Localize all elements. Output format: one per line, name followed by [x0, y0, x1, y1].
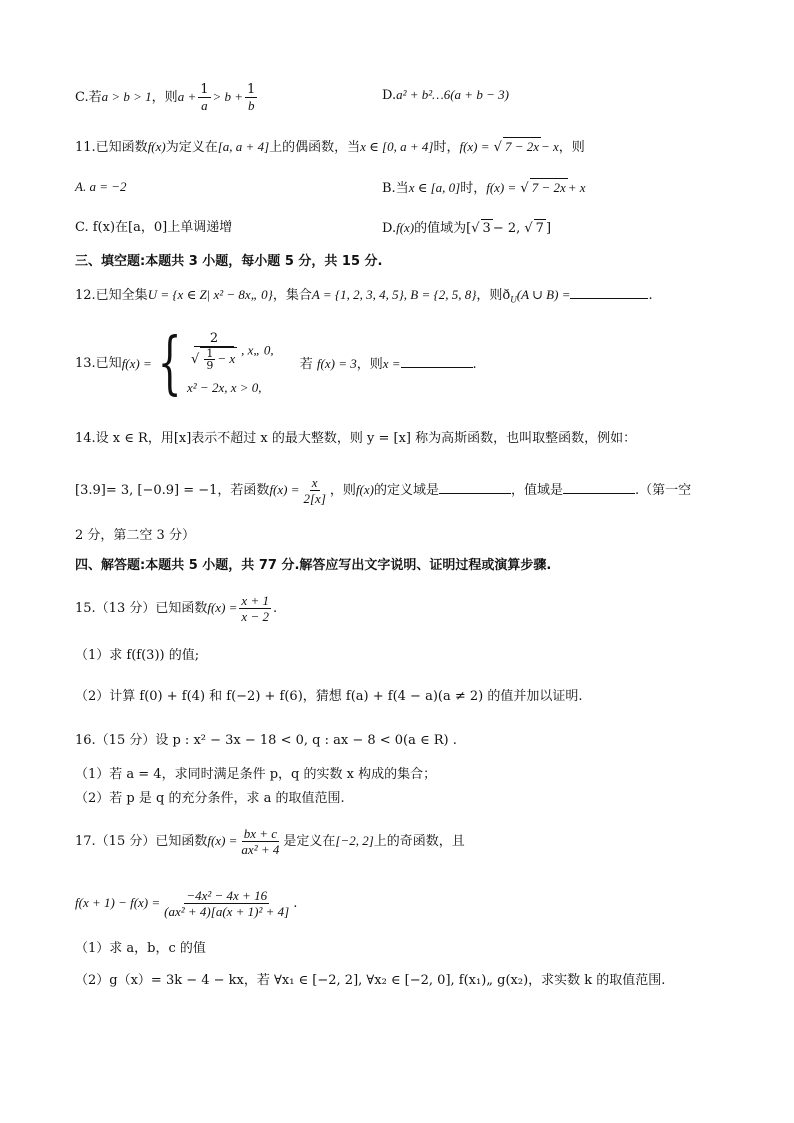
math: − x: [541, 139, 559, 154]
text: 时，: [460, 181, 487, 196]
question-16-part-1: （1）若 a = 4，求同时满足条件 p，q 的实数 x 构成的集合；: [75, 767, 437, 782]
question-16-part-2: （2）若 p 是 q 的充分条件，求 a 的取值范围.: [75, 791, 345, 806]
option-text: C. f(x)在[a，0]上单调递增: [75, 220, 233, 235]
math: [−2, 2]: [335, 833, 374, 848]
denominator: 2[x]: [303, 491, 326, 506]
option-10d: [382, 86, 509, 105]
fraction: [302, 475, 328, 506]
math: f(x): [147, 139, 166, 154]
option-text: A. a = −2: [75, 179, 127, 194]
text: 时，: [433, 140, 460, 155]
text: 的值域为: [414, 221, 467, 236]
math: f(x + 1) − f(x) =: [75, 895, 161, 910]
denominator: x − 2: [241, 609, 269, 624]
option-label: D.: [382, 88, 397, 103]
bracket: [: [466, 221, 472, 236]
option-11d: D.f(x)的值域为[√ 3 − 2, √ 7 ]: [382, 220, 552, 236]
text: ，则: [329, 483, 356, 498]
text: 12.已知全集: [75, 288, 148, 303]
question-15-part-1: （1）求 f(f(3)) 的值;: [75, 648, 200, 663]
text: 15.（13 分）已知函数: [75, 601, 208, 616]
question-17-equation: [75, 888, 297, 919]
radicand: 7 − 2x: [531, 180, 566, 195]
math: f(x) =: [121, 356, 152, 371]
radicand: 7: [535, 221, 544, 236]
question-15-part-2: （2）计算 f(0) + f(4) 和 f(−2) + f(6)，猜想 f(a) + f(4 − a)(a ≠ 2) 的值并加以证明.: [75, 689, 583, 704]
complement-symbol: ð: [502, 288, 511, 303]
question-13: [75, 324, 477, 403]
numerator: 1: [206, 347, 214, 360]
text: B.当: [382, 181, 409, 196]
question-14-line1: 14.设 x ∈ R，用[x]表示不超过 x 的最大整数，则 y = [x] 称为高斯函数，也叫取整函数，例如：: [75, 431, 637, 446]
text: .: [472, 356, 477, 372]
option-10c: [75, 82, 259, 113]
answer-blank: [401, 355, 473, 368]
text: 11.已知函数: [75, 140, 148, 155]
text: 的定义域是: [373, 483, 439, 498]
math: − 2,: [492, 221, 521, 236]
text: 上的奇函数，且: [373, 834, 465, 849]
numerator: bx + c: [243, 826, 278, 841]
math: − x: [217, 351, 236, 366]
radicand: 7 − 2x: [504, 139, 539, 154]
fraction-1-over-b: [245, 82, 257, 113]
option-11c: [75, 219, 232, 237]
fraction-1-over-a: [198, 82, 210, 113]
then-text: ，则: [151, 90, 178, 105]
math: f(x) = 3: [316, 355, 357, 371]
expression: a² + b²…6(a + b − 3): [396, 87, 509, 102]
case-2: x² − 2x, x > 0,: [187, 380, 262, 395]
numerator: 1: [247, 82, 256, 97]
fraction: [239, 826, 281, 857]
fraction: [189, 331, 239, 371]
option-label: C.若: [75, 90, 102, 105]
compare-term: > b +: [212, 89, 244, 104]
text: 若: [299, 356, 313, 372]
text: ，集合: [272, 288, 312, 303]
denominator: √ $\frac{1}{9}$ − x: [191, 347, 236, 372]
radicand: [200, 347, 237, 371]
text: ，若函数: [217, 483, 270, 498]
answer-blank: [570, 286, 648, 299]
math: x =: [382, 355, 401, 371]
piecewise-cases: [187, 331, 274, 397]
text: 是定义在: [283, 834, 336, 849]
math: f(x) =: [486, 180, 517, 195]
question-11: 11.已知函数f(x)为定义在[a, a + 4]上的偶函数，当x ∈ [0, a + 4]时，f(x) = √ 7 − 2x − x，则: [75, 139, 585, 155]
option-11a: [75, 178, 127, 197]
text: 为定义在: [165, 140, 218, 155]
denominator: b: [247, 98, 255, 113]
text: ，则: [356, 356, 383, 372]
denominator: 9: [206, 359, 214, 372]
condition: a > b > 1: [101, 89, 152, 104]
question-14-line3: 2 分，第二空 3 分）: [75, 528, 195, 543]
math: [a, a + 4]: [217, 139, 270, 154]
q13-tail: [300, 357, 477, 372]
question-16: 16.（15 分）设 p : x² − 3x − 18 < 0, q : ax − 8 < 0(a ∈ R) .: [75, 733, 457, 748]
math: + x: [567, 180, 586, 195]
math: [3.9]= 3, [−0.9] = −1: [75, 483, 218, 498]
question-15: [75, 593, 277, 624]
numerator: x + 1: [241, 593, 269, 608]
text: .: [648, 288, 653, 303]
math: , x„ 0,: [241, 342, 274, 358]
numerator: −4x² − 4x + 16: [186, 888, 268, 903]
case-1: [187, 331, 274, 371]
fraction-1-9: [204, 348, 215, 371]
text: 13.已知: [75, 356, 122, 371]
section-3-heading: 三、填空题:本题共 3 小题，每小题 5 分，共 15 分.: [75, 254, 383, 269]
text: .: [272, 601, 278, 616]
question-12: [75, 286, 653, 305]
numerator: x: [311, 475, 318, 490]
text: 17.（15 分）已知函数: [75, 834, 208, 849]
text: 上的偶函数，当: [269, 140, 361, 155]
question-17: [75, 826, 465, 857]
math: x ∈ [a, 0]: [408, 180, 461, 195]
math: f(x): [396, 220, 415, 235]
piecewise-brace: {: [157, 324, 182, 403]
numerator: 2: [194, 331, 234, 347]
bracket: ]: [545, 221, 552, 236]
math: f(x): [355, 482, 374, 497]
fraction: [239, 593, 271, 624]
fraction: [162, 888, 291, 919]
math: A = {1, 2, 3, 4, 5}, B = {2, 5, 8}: [311, 287, 477, 302]
question-14-line2: [75, 475, 691, 506]
section-4-heading: 四、解答题:本题共 5 小题，共 77 分.解答应写出文字说明、证明过程或演算步骤.: [75, 558, 552, 573]
answer-blank-1: [439, 481, 511, 494]
question-17-part-1: （1）求 a，b，c 的值: [75, 941, 206, 956]
math: f(x) =: [269, 482, 300, 497]
text: .: [293, 896, 298, 911]
question-17-part-2: （2）g（x）= 3k − 4 − kx，若 ∀x₁ ∈ [−2, 2], ∀x₂ ∈ [−2, 0], f(x₁)„ g(x₂)，求实数 k 的取值范围.: [75, 973, 666, 988]
text: D.: [382, 221, 397, 236]
text: ，则: [558, 140, 585, 155]
denominator: a: [201, 98, 208, 113]
math: U = {x ∈ Z| x² − 8x„ 0}: [147, 287, 273, 302]
subscript: U: [510, 294, 517, 305]
math: f(x) =: [459, 139, 490, 154]
denominator: ax² + 4: [241, 842, 280, 857]
answer-blank-2: [563, 481, 635, 494]
math: (A ∪ B) =: [516, 287, 571, 302]
text: .（第一空: [634, 483, 692, 498]
math: x ∈ [0, a + 4]: [360, 139, 434, 154]
math: f(x) =: [207, 833, 238, 848]
radicand: 3: [482, 221, 491, 236]
text: ，则: [476, 288, 503, 303]
denominator: (ax² + 4)[a(x + 1)² + 4]: [164, 904, 290, 919]
math: f(x) =: [207, 600, 238, 615]
option-11b: B.当x ∈ [a, 0]时，f(x) = √ 7 − 2x + x: [382, 180, 586, 196]
lhs-term: a +: [177, 89, 197, 104]
numerator: 1: [200, 82, 209, 97]
text: ，值域是: [510, 483, 563, 498]
